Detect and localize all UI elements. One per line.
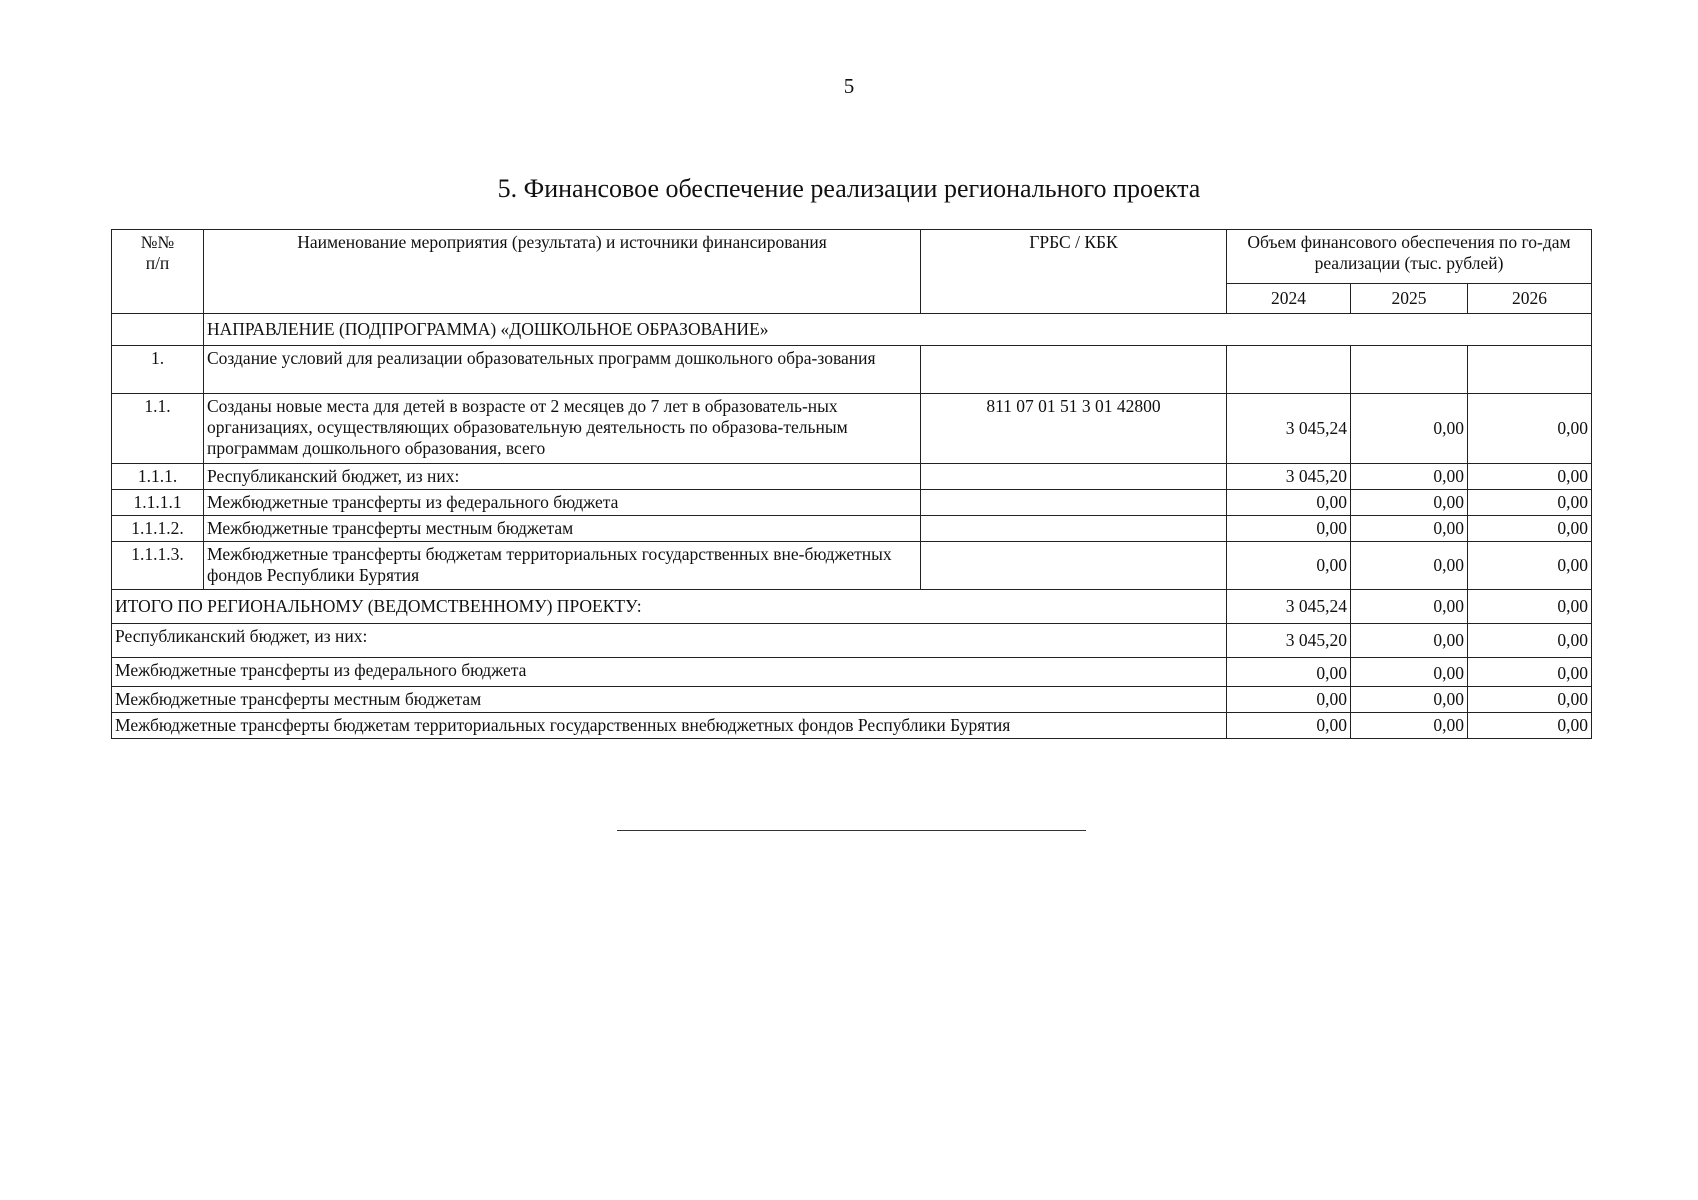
table-row	[112, 490, 1592, 516]
row-value-2024: 0,00	[1227, 542, 1351, 590]
section-title: 5. Финансовое обеспечение реализации регионального проекта	[497, 174, 1201, 203]
total-value-2025: 0,00	[1351, 713, 1468, 739]
row-name: Республиканский бюджет, из них:	[204, 464, 921, 490]
row-kbk	[921, 516, 1227, 542]
total-row	[112, 687, 1592, 713]
row-num: 1.1.	[112, 394, 204, 464]
row-value-2026: 0,00	[1468, 516, 1592, 542]
row-value-2025: 0,00	[1351, 542, 1468, 590]
direction-label: НАПРАВЛЕНИЕ (ПОДПРОГРАММА) «ДОШКОЛЬНОЕ ОБРАЗОВАНИЕ»	[204, 314, 1592, 346]
row-kbk	[921, 490, 1227, 516]
row-value-2024: 3 045,24	[1227, 394, 1351, 464]
total-label: Межбюджетные трансферты из федерального бюджета	[112, 658, 1227, 687]
total-value-2026: 0,00	[1468, 687, 1592, 713]
page-number: 5	[843, 74, 855, 98]
row-value-2026	[1468, 346, 1592, 394]
total-row	[112, 658, 1592, 687]
table-row	[112, 516, 1592, 542]
row-value-2025: 0,00	[1351, 490, 1468, 516]
total-value-2025: 0,00	[1351, 590, 1468, 624]
row-value-2026: 0,00	[1468, 394, 1592, 464]
total-value-2024: 3 045,24	[1227, 590, 1351, 624]
row-value-2026: 0,00	[1468, 542, 1592, 590]
total-label: Межбюджетные трансферты местным бюджетам	[112, 687, 1227, 713]
row-num: 1.1.1.3.	[112, 542, 204, 590]
row-num: 1.1.1.1	[112, 490, 204, 516]
row-kbk	[921, 346, 1227, 394]
header-volume: Объем финансового обеспечения по го-дам реализации (тыс. рублей)	[1227, 230, 1592, 284]
total-value-2026: 0,00	[1468, 590, 1592, 624]
row-value-2025: 0,00	[1351, 394, 1468, 464]
total-row	[112, 624, 1592, 658]
row-value-2024	[1227, 346, 1351, 394]
row-kbk	[921, 542, 1227, 590]
row-value-2025	[1351, 346, 1468, 394]
total-value-2025: 0,00	[1351, 658, 1468, 687]
header-kbk: ГРБС / КБК	[921, 230, 1227, 314]
bottom-rule	[617, 830, 1086, 831]
row-value-2026: 0,00	[1468, 464, 1592, 490]
total-value-2024: 0,00	[1227, 713, 1351, 739]
total-row	[112, 713, 1592, 739]
table-row	[112, 394, 1592, 464]
row-num: 1.1.1.2.	[112, 516, 204, 542]
total-value-2026: 0,00	[1468, 713, 1592, 739]
row-name: Межбюджетные трансферты из федерального бюджета	[204, 490, 921, 516]
table-row	[112, 542, 1592, 590]
total-value-2025: 0,00	[1351, 687, 1468, 713]
row-value-2025: 0,00	[1351, 464, 1468, 490]
header-row	[112, 230, 1592, 284]
row-value-2024: 3 045,20	[1227, 464, 1351, 490]
row-kbk	[921, 464, 1227, 490]
total-label: ИТОГО ПО РЕГИОНАЛЬНОМУ (ВЕДОМСТВЕННОМУ) ПРОЕКТУ:	[112, 590, 1227, 624]
total-value-2025: 0,00	[1351, 624, 1468, 658]
header-num: №№ п/п	[112, 230, 204, 314]
header-year-2024: 2024	[1227, 284, 1351, 314]
direction-num	[112, 314, 204, 346]
row-num: 1.1.1.	[112, 464, 204, 490]
header-year-2025: 2025	[1351, 284, 1468, 314]
total-value-2024: 0,00	[1227, 658, 1351, 687]
total-label: Республиканский бюджет, из них:	[112, 624, 1227, 658]
total-value-2026: 0,00	[1468, 658, 1592, 687]
row-name: Межбюджетные трансферты бюджетам территориальных государственных вне-бюджетных фондов Республики Бурятия	[204, 542, 921, 590]
direction-row	[112, 314, 1592, 346]
header-year-2026: 2026	[1468, 284, 1592, 314]
row-num: 1.	[112, 346, 204, 394]
header-name: Наименование мероприятия (результата) и источники финансирования	[204, 230, 921, 314]
row-value-2026: 0,00	[1468, 490, 1592, 516]
row-value-2024: 0,00	[1227, 490, 1351, 516]
financing-table	[111, 229, 1592, 739]
row-value-2024: 0,00	[1227, 516, 1351, 542]
total-label: Межбюджетные трансферты бюджетам территориальных государственных внебюджетных фондов Республики Бурятия	[112, 713, 1227, 739]
row-kbk: 811 07 01 51 3 01 42800	[921, 394, 1227, 464]
row-value-2025: 0,00	[1351, 516, 1468, 542]
table-row	[112, 464, 1592, 490]
total-value-2024: 0,00	[1227, 687, 1351, 713]
row-name: Межбюджетные трансферты местным бюджетам	[204, 516, 921, 542]
total-row	[112, 590, 1592, 624]
total-value-2026: 0,00	[1468, 624, 1592, 658]
row-name: Создание условий для реализации образовательных программ дошкольного обра-зования	[204, 346, 921, 394]
row-name: Созданы новые места для детей в возрасте от 2 месяцев до 7 лет в образователь-ных организациях, осуществляющих образовательную деятельность по образова-тельным программам дошкольного образования, всего	[204, 394, 921, 464]
table-row	[112, 346, 1592, 394]
total-value-2024: 3 045,20	[1227, 624, 1351, 658]
